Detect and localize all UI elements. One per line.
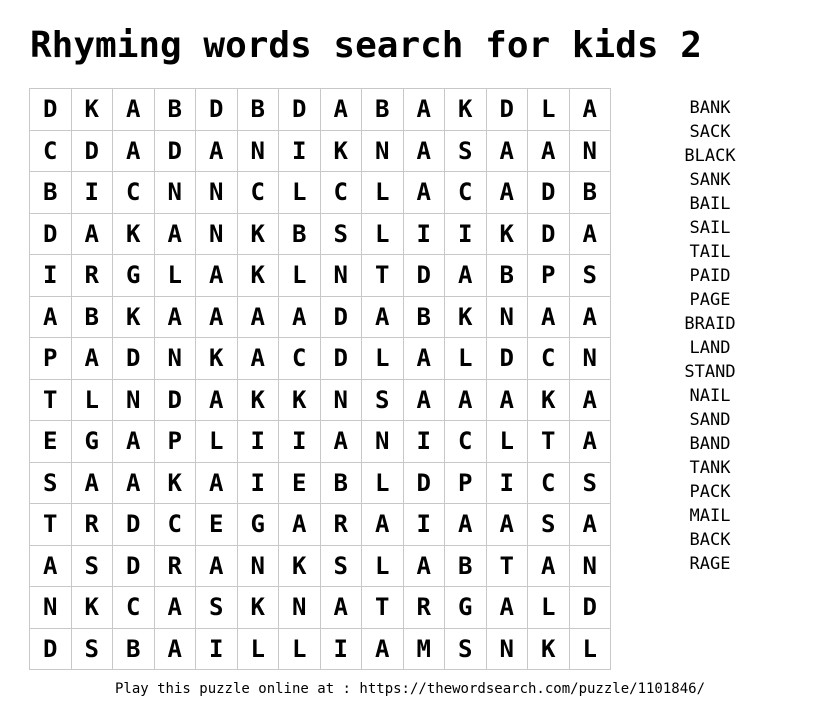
- grid-cell[interactable]: L: [362, 545, 404, 587]
- grid-cell[interactable]: K: [113, 296, 155, 338]
- grid-cell[interactable]: A: [237, 338, 279, 380]
- grid-cell[interactable]: K: [71, 587, 113, 629]
- grid-cell[interactable]: A: [196, 545, 238, 587]
- grid-cell[interactable]: C: [528, 462, 570, 504]
- grid-cell[interactable]: A: [486, 130, 528, 172]
- grid-cell[interactable]: N: [196, 213, 238, 255]
- grid-cell[interactable]: D: [403, 462, 445, 504]
- grid-cell[interactable]: I: [279, 421, 321, 463]
- grid-cell[interactable]: A: [403, 545, 445, 587]
- grid-cell[interactable]: B: [320, 462, 362, 504]
- word-list-item: STAND: [684, 362, 736, 382]
- word-list-item: RAGE: [689, 554, 731, 574]
- grid-cell[interactable]: S: [528, 504, 570, 546]
- grid-cell[interactable]: A: [569, 379, 611, 421]
- grid-cell[interactable]: I: [30, 255, 72, 297]
- word-list-item: BRAID: [684, 314, 736, 334]
- page-title: Rhyming words search for kids 2: [30, 25, 702, 66]
- grid-row: [30, 379, 611, 421]
- grid-cell[interactable]: A: [154, 213, 196, 255]
- grid-cell[interactable]: I: [403, 421, 445, 463]
- grid-cell[interactable]: C: [154, 504, 196, 546]
- grid-cell[interactable]: A: [196, 296, 238, 338]
- grid-cell[interactable]: K: [237, 213, 279, 255]
- word-list-item: BLACK: [684, 146, 736, 166]
- grid-cell[interactable]: G: [71, 421, 113, 463]
- grid-cell[interactable]: A: [113, 89, 155, 131]
- grid-cell[interactable]: A: [30, 296, 72, 338]
- grid-cell[interactable]: B: [362, 89, 404, 131]
- grid-cell[interactable]: A: [403, 379, 445, 421]
- grid-cell[interactable]: K: [279, 379, 321, 421]
- grid-cell[interactable]: N: [154, 338, 196, 380]
- word-list-item: PACK: [689, 482, 731, 502]
- grid-cell[interactable]: E: [30, 421, 72, 463]
- grid-cell[interactable]: D: [113, 504, 155, 546]
- word-list-item: PAGE: [689, 290, 731, 310]
- grid-cell[interactable]: D: [113, 545, 155, 587]
- grid-cell[interactable]: A: [320, 89, 362, 131]
- grid-row: [30, 296, 611, 338]
- grid-cell[interactable]: L: [196, 421, 238, 463]
- grid-cell[interactable]: N: [362, 421, 404, 463]
- grid-cell[interactable]: A: [362, 296, 404, 338]
- grid-cell[interactable]: G: [237, 504, 279, 546]
- grid-cell[interactable]: B: [279, 213, 321, 255]
- grid-cell[interactable]: N: [196, 172, 238, 214]
- word-list-item: TAIL: [689, 242, 731, 262]
- grid-cell[interactable]: A: [486, 379, 528, 421]
- grid-cell[interactable]: A: [196, 255, 238, 297]
- grid-cell[interactable]: K: [279, 545, 321, 587]
- grid-cell[interactable]: S: [569, 462, 611, 504]
- grid-cell[interactable]: E: [196, 504, 238, 546]
- grid-cell[interactable]: C: [445, 421, 487, 463]
- grid-cell[interactable]: D: [30, 213, 72, 255]
- grid-cell[interactable]: A: [71, 213, 113, 255]
- grid-cell[interactable]: D: [113, 338, 155, 380]
- letter-grid: [29, 88, 611, 670]
- grid-cell[interactable]: L: [362, 213, 404, 255]
- grid-cell[interactable]: D: [154, 379, 196, 421]
- grid-cell[interactable]: P: [154, 421, 196, 463]
- grid-cell[interactable]: G: [445, 587, 487, 629]
- grid-cell[interactable]: T: [362, 587, 404, 629]
- grid-row: [30, 587, 611, 629]
- word-list-item: BAND: [689, 434, 731, 454]
- grid-cell[interactable]: C: [113, 587, 155, 629]
- grid-cell[interactable]: A: [445, 379, 487, 421]
- grid-cell[interactable]: E: [279, 462, 321, 504]
- grid-cell[interactable]: P: [528, 255, 570, 297]
- grid-cell[interactable]: I: [445, 213, 487, 255]
- grid-cell[interactable]: N: [30, 587, 72, 629]
- grid-cell[interactable]: K: [237, 255, 279, 297]
- grid-cell[interactable]: K: [237, 379, 279, 421]
- grid-cell[interactable]: I: [237, 462, 279, 504]
- grid-row: [30, 213, 611, 255]
- word-list-item: LAND: [689, 338, 731, 358]
- grid-cell[interactable]: A: [486, 172, 528, 214]
- grid-cell[interactable]: C: [113, 172, 155, 214]
- grid-cell[interactable]: N: [279, 587, 321, 629]
- grid-cell[interactable]: C: [320, 172, 362, 214]
- grid-cell[interactable]: B: [71, 296, 113, 338]
- grid-cell[interactable]: A: [154, 587, 196, 629]
- grid-cell[interactable]: D: [196, 89, 238, 131]
- grid-cell[interactable]: K: [237, 587, 279, 629]
- grid-cell[interactable]: A: [569, 504, 611, 546]
- grid-cell[interactable]: A: [569, 89, 611, 131]
- grid-cell[interactable]: S: [196, 587, 238, 629]
- word-list-item: SANK: [689, 170, 731, 190]
- grid-row: [30, 338, 611, 380]
- word-list-item: SAND: [689, 410, 731, 430]
- grid-cell[interactable]: D: [486, 338, 528, 380]
- grid-cell[interactable]: L: [528, 89, 570, 131]
- grid-cell[interactable]: N: [569, 545, 611, 587]
- grid-cell[interactable]: L: [279, 628, 321, 670]
- grid-cell[interactable]: A: [113, 462, 155, 504]
- grid-cell[interactable]: D: [30, 628, 72, 670]
- grid-cell[interactable]: N: [486, 628, 528, 670]
- grid-cell[interactable]: B: [486, 255, 528, 297]
- grid-cell[interactable]: A: [445, 255, 487, 297]
- word-list-item: BACK: [689, 530, 731, 550]
- grid-cell[interactable]: C: [279, 338, 321, 380]
- grid-cell[interactable]: A: [71, 338, 113, 380]
- grid-row: [30, 628, 611, 670]
- grid-cell[interactable]: A: [113, 130, 155, 172]
- grid-cell[interactable]: A: [320, 587, 362, 629]
- grid-cell[interactable]: D: [154, 130, 196, 172]
- grid-cell[interactable]: L: [486, 421, 528, 463]
- grid-cell[interactable]: I: [320, 628, 362, 670]
- grid-cell[interactable]: A: [320, 421, 362, 463]
- grid-cell[interactable]: D: [403, 255, 445, 297]
- grid-cell[interactable]: S: [569, 255, 611, 297]
- grid-cell[interactable]: P: [445, 462, 487, 504]
- grid-cell[interactable]: I: [71, 172, 113, 214]
- grid-cell[interactable]: G: [113, 255, 155, 297]
- grid-cell[interactable]: A: [445, 504, 487, 546]
- grid-cell[interactable]: A: [196, 130, 238, 172]
- grid-cell[interactable]: L: [237, 628, 279, 670]
- grid-cell[interactable]: T: [30, 379, 72, 421]
- grid-cell[interactable]: N: [320, 379, 362, 421]
- grid-cell[interactable]: I: [403, 213, 445, 255]
- grid-cell[interactable]: D: [30, 89, 72, 131]
- grid-cell[interactable]: K: [445, 296, 487, 338]
- grid-cell[interactable]: L: [362, 338, 404, 380]
- grid-cell[interactable]: S: [71, 628, 113, 670]
- grid-cell[interactable]: C: [528, 338, 570, 380]
- grid-cell[interactable]: N: [320, 255, 362, 297]
- grid-cell[interactable]: D: [528, 213, 570, 255]
- grid-cell[interactable]: L: [71, 379, 113, 421]
- grid-cell[interactable]: A: [237, 296, 279, 338]
- word-list-item: SAIL: [689, 218, 731, 238]
- grid-cell[interactable]: L: [528, 587, 570, 629]
- grid-cell[interactable]: N: [113, 379, 155, 421]
- grid-cell[interactable]: N: [569, 338, 611, 380]
- grid-cell[interactable]: I: [486, 462, 528, 504]
- grid-row: [30, 462, 611, 504]
- grid-cell[interactable]: D: [71, 130, 113, 172]
- grid-cell[interactable]: R: [71, 255, 113, 297]
- grid-cell[interactable]: S: [71, 545, 113, 587]
- grid-cell[interactable]: K: [528, 628, 570, 670]
- grid-cell[interactable]: K: [196, 338, 238, 380]
- grid-cell[interactable]: B: [113, 628, 155, 670]
- grid-cell[interactable]: K: [71, 89, 113, 131]
- grid-cell[interactable]: A: [486, 504, 528, 546]
- grid-cell[interactable]: A: [403, 89, 445, 131]
- grid-cell[interactable]: I: [279, 130, 321, 172]
- grid-cell[interactable]: N: [569, 130, 611, 172]
- grid-cell[interactable]: S: [362, 379, 404, 421]
- play-online-footer: Play this puzzle online at : https://thewordsearch.com/puzzle/1101846/: [114, 681, 705, 697]
- grid-cell[interactable]: A: [113, 421, 155, 463]
- grid-cell[interactable]: N: [237, 545, 279, 587]
- grid-cell[interactable]: A: [569, 213, 611, 255]
- grid-cell[interactable]: A: [154, 296, 196, 338]
- grid-cell[interactable]: S: [320, 545, 362, 587]
- grid-cell[interactable]: L: [362, 462, 404, 504]
- grid-cell[interactable]: A: [569, 296, 611, 338]
- grid-cell[interactable]: L: [279, 255, 321, 297]
- grid-cell[interactable]: A: [569, 421, 611, 463]
- grid-cell[interactable]: N: [362, 130, 404, 172]
- grid-cell[interactable]: S: [320, 213, 362, 255]
- grid-cell[interactable]: I: [403, 504, 445, 546]
- grid-cell[interactable]: B: [30, 172, 72, 214]
- grid-cell[interactable]: L: [362, 172, 404, 214]
- grid-cell[interactable]: A: [403, 172, 445, 214]
- grid-cell[interactable]: A: [528, 296, 570, 338]
- grid-cell[interactable]: S: [30, 462, 72, 504]
- grid-row: [30, 130, 611, 172]
- grid-cell[interactable]: K: [320, 130, 362, 172]
- grid-cell[interactable]: T: [362, 255, 404, 297]
- grid-row: [30, 504, 611, 546]
- grid-cell[interactable]: D: [279, 89, 321, 131]
- grid-cell[interactable]: S: [445, 628, 487, 670]
- word-list-item: BANK: [689, 98, 731, 118]
- grid-cell[interactable]: A: [71, 462, 113, 504]
- grid-cell[interactable]: S: [445, 130, 487, 172]
- word-list-item: PAID: [689, 266, 731, 286]
- grid-cell[interactable]: A: [30, 545, 72, 587]
- grid-row: [30, 255, 611, 297]
- grid-cell[interactable]: A: [362, 628, 404, 670]
- word-list-item: SACK: [689, 122, 731, 142]
- grid-row: [30, 421, 611, 463]
- grid-cell[interactable]: D: [528, 172, 570, 214]
- grid-cell[interactable]: K: [528, 379, 570, 421]
- grid-cell[interactable]: A: [528, 545, 570, 587]
- grid-cell[interactable]: C: [237, 172, 279, 214]
- grid-cell[interactable]: K: [154, 462, 196, 504]
- word-list-item: NAIL: [689, 386, 731, 406]
- grid-cell[interactable]: D: [320, 338, 362, 380]
- grid-cell[interactable]: D: [569, 587, 611, 629]
- grid-cell[interactable]: C: [445, 172, 487, 214]
- grid-cell[interactable]: R: [320, 504, 362, 546]
- grid-cell[interactable]: A: [362, 504, 404, 546]
- grid-cell[interactable]: A: [528, 130, 570, 172]
- word-list-item: MAIL: [689, 506, 731, 526]
- grid-cell[interactable]: L: [569, 628, 611, 670]
- grid-cell[interactable]: B: [154, 89, 196, 131]
- grid-cell[interactable]: A: [279, 296, 321, 338]
- grid-cell[interactable]: R: [71, 504, 113, 546]
- grid-cell[interactable]: B: [237, 89, 279, 131]
- grid-cell[interactable]: T: [30, 504, 72, 546]
- grid-cell[interactable]: I: [196, 628, 238, 670]
- grid-cell[interactable]: D: [486, 89, 528, 131]
- grid-row: [30, 89, 611, 131]
- grid-cell[interactable]: A: [403, 338, 445, 380]
- word-list-item: BAIL: [689, 194, 731, 214]
- grid-cell[interactable]: B: [403, 296, 445, 338]
- grid-cell[interactable]: L: [279, 172, 321, 214]
- grid-cell[interactable]: D: [320, 296, 362, 338]
- grid-cell[interactable]: C: [30, 130, 72, 172]
- grid-cell[interactable]: A: [486, 587, 528, 629]
- grid-row: [30, 172, 611, 214]
- grid-cell[interactable]: B: [445, 545, 487, 587]
- grid-cell[interactable]: K: [113, 213, 155, 255]
- grid-cell[interactable]: A: [403, 130, 445, 172]
- grid-cell[interactable]: I: [237, 421, 279, 463]
- word-list-item: TANK: [689, 458, 731, 478]
- grid-cell[interactable]: T: [486, 545, 528, 587]
- word-list: [670, 96, 750, 576]
- grid-cell[interactable]: A: [154, 628, 196, 670]
- grid-cell[interactable]: A: [196, 379, 238, 421]
- grid-cell[interactable]: N: [154, 172, 196, 214]
- grid-cell[interactable]: L: [154, 255, 196, 297]
- grid-cell[interactable]: K: [445, 89, 487, 131]
- grid-cell[interactable]: A: [279, 504, 321, 546]
- grid-cell[interactable]: T: [528, 421, 570, 463]
- grid-cell[interactable]: R: [154, 545, 196, 587]
- grid-cell[interactable]: P: [30, 338, 72, 380]
- grid-cell[interactable]: A: [196, 462, 238, 504]
- grid-row: [30, 545, 611, 587]
- grid-cell[interactable]: N: [237, 130, 279, 172]
- grid-cell[interactable]: M: [403, 628, 445, 670]
- grid-cell[interactable]: L: [445, 338, 487, 380]
- grid-cell[interactable]: B: [569, 172, 611, 214]
- grid-cell[interactable]: R: [403, 587, 445, 629]
- grid-cell[interactable]: N: [486, 296, 528, 338]
- grid-cell[interactable]: K: [486, 213, 528, 255]
